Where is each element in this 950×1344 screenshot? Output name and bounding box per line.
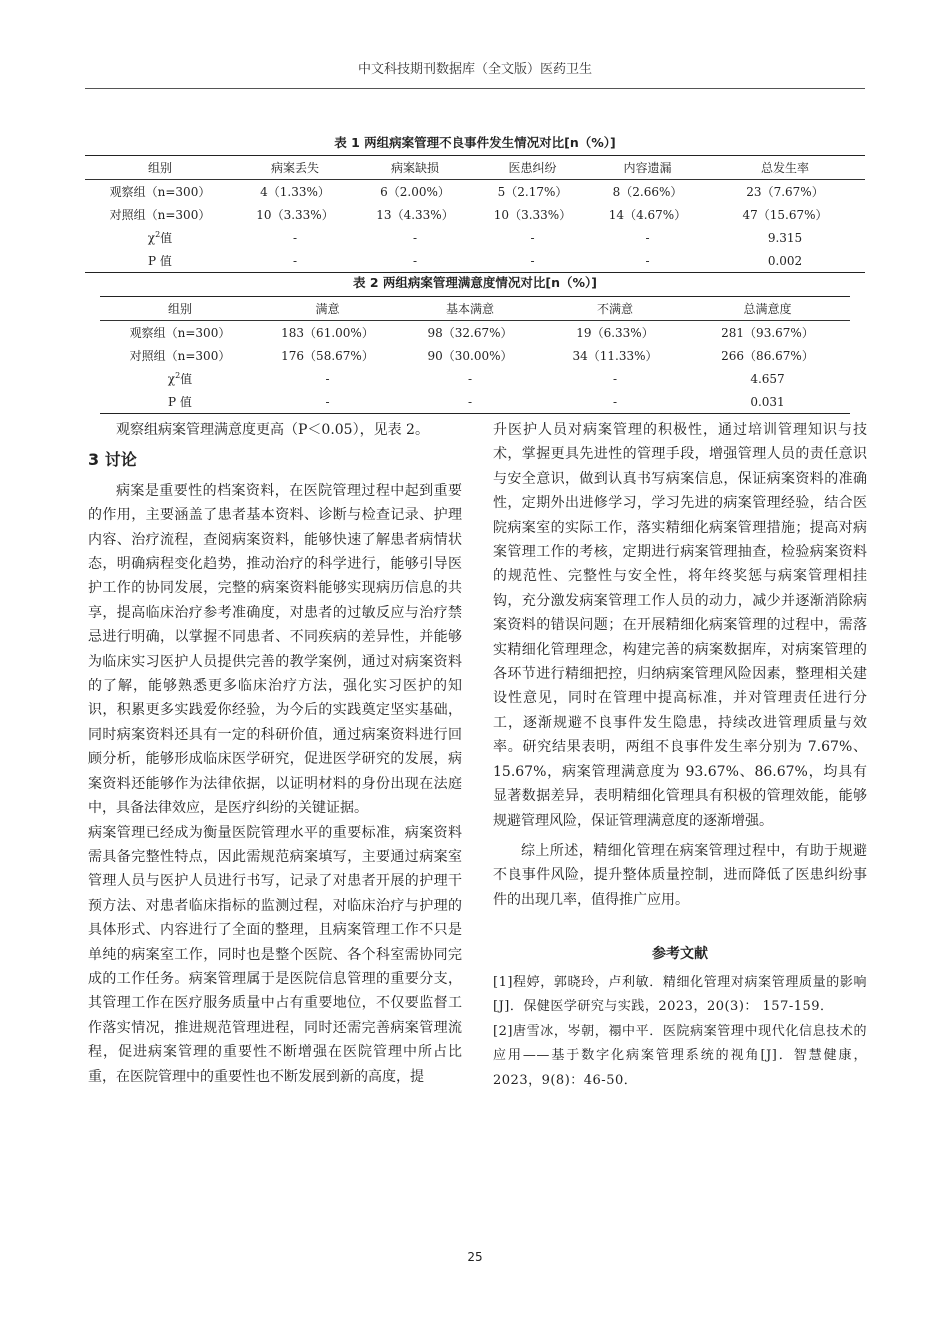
table1-cell: 对照组（n=300）: [109, 208, 211, 222]
table1-cell: -: [412, 253, 418, 268]
table1-header-cell: 病案缺损: [355, 156, 475, 180]
table2-row: [100, 367, 850, 390]
table2-cell: -: [612, 371, 618, 386]
table1-cell: -: [292, 253, 298, 268]
table2-cell: 观察组（n=300）: [129, 326, 231, 340]
table2-cell: $\chi^2$值: [167, 371, 193, 386]
table2-cell: 98（32.67%）: [427, 326, 513, 340]
table2-header-cell: 满意: [260, 297, 395, 321]
table2-row: [100, 321, 850, 345]
table1-cell: 9.315: [767, 230, 803, 245]
table2-cell: 4.657: [750, 371, 785, 386]
discussion-paragraph-2: 病案管理已经成为衡量医院管理水平的重要标准，病案资料需具备完整性特点，因此需规范病案填写，主要通过病案室管理人员与医护人员进行书写，记录了对患者开展的护理干预方法、对患者临床指标的监测过程，对临床治疗与护理的具体形式、内容进行了全面的整理，且病案管理工作不只是单纯的病案室工作，同时也是整个医院、各个科室需协同完成的工作任务。病案管理属于是医院信息管理的重要分支，其管理工作在医疗服务质量中占有重要地位，不仅要监督工作落实情况，推进规范管理进程，同时还需完善病案管理流程，促进病案管理的重要性不断增强在医院管理中所占比重，在医院管理中的重要性也不断发展到新的高度，提: [88, 824, 462, 1085]
table2-row: [100, 344, 850, 367]
table2: [100, 296, 850, 414]
table2-cell: 19（6.33%）: [576, 326, 654, 340]
table2-cell: 0.031: [750, 394, 785, 409]
references-title: 参考文献: [652, 946, 708, 963]
table1-cell: -: [645, 230, 650, 245]
page-number: 25: [467, 1250, 483, 1264]
table1-cell: 13（4.33%）: [376, 208, 454, 222]
table1-cell: -: [292, 230, 298, 245]
table2-cell: 176（58.67%）: [281, 349, 374, 363]
table1-title: 表 1 两组病案管理不良事件发生情况对比[n（%）]: [334, 135, 616, 150]
table2-header-cell: 不满意: [545, 297, 685, 321]
table1-cell: 8（2.66%）: [612, 185, 683, 199]
table1-cell: -: [530, 230, 535, 245]
table2-cell: -: [325, 394, 330, 409]
table2-row: [100, 390, 850, 414]
table2-cell: -: [467, 394, 473, 409]
table2-cell: 对照组（n=300）: [129, 349, 231, 363]
table1-header-cell: 病案丢失: [235, 156, 355, 180]
journal-header: 中文科技期刊数据库（全文版）医药卫生: [357, 62, 592, 77]
table1-cell: 47（15.67%）: [742, 208, 828, 222]
table2-header-cell: 总满意度: [685, 297, 850, 321]
table1-cell: -: [645, 253, 650, 268]
table1-cell: -: [530, 253, 535, 268]
table1-cell: $\chi^2$值: [147, 230, 173, 245]
table1-cell: 10（3.33%）: [256, 208, 334, 222]
section-heading-discussion: 3 讨论: [88, 450, 137, 470]
table2-title: 表 2 两组病案管理满意度情况对比[n（%）]: [352, 275, 597, 290]
table1-cell: 5（2.17%）: [497, 185, 568, 199]
table1-row: [85, 180, 865, 204]
table1-cell: 0.002: [767, 253, 803, 268]
table2-header-cell: 基本满意: [395, 297, 545, 321]
table2-cell: -: [467, 371, 473, 386]
header-rule: [85, 88, 865, 89]
table2-cell: P 值: [168, 395, 192, 409]
table2-cell: 90（30.00%）: [427, 349, 513, 363]
table1-row: [85, 249, 865, 273]
table1: [85, 155, 865, 273]
table2-cell: -: [612, 394, 618, 409]
table1-cell: -: [412, 230, 418, 245]
results-sentence: 观察组病案管理满意度更高（P＜0.05），见表 2。: [116, 422, 429, 438]
reference-item-1: [1]程婷，郭晓玲，卢利敏．精细化管理对病案管理质量的影响[J]．保健医学研究与实践，2023，20(3)： 157-159．: [493, 974, 867, 1015]
table1-cell: 4（1.33%）: [260, 185, 330, 199]
table1-header-cell: 组别: [85, 156, 235, 180]
table1-header-cell: 总发生率: [705, 156, 865, 180]
table1-cell: 10（3.33%）: [493, 208, 572, 222]
table2-cell: 281（93.67%）: [721, 326, 814, 340]
discussion-paragraph-1: 病案是重要性的档案资料，在医院管理过程中起到重要的作用，主要涵盖了患者基本资料、诊断与检查记录、护理内容、治疗流程，查阅病案资料，能够快速了解患者病情状态，明确病程变化趋势，推动治疗的科学进行，能够引导医护工作的协同发展，完整的病案资料能够实现病历信息的共享，提高临床治疗参考准确度，对患者的过敏反应与治疗禁忌进行明确，以掌握不同患者、不同疾病的差异性，并能够为临床实习医护人员提供完善的教学案例，通过对病案资料的了解，能够熟悉更多临床治疗方法，强化实习医护的知识，积累更多实践爱你经验，为今后的实践奠定坚实基础，同时病案资料还具有一定的科研价值，通过病案资料进行回顾分析，能够形成临床医学研究，促进医学研究的发展，病案资料还能够作为法律依据，以证明材料的身份出现在法庭中，具备法律效应，是医疗纠纷的关键证据。: [88, 482, 462, 817]
left-column: [88, 418, 462, 1089]
table1-header-cell: 医患纠纷: [475, 156, 590, 180]
right-column: [493, 418, 867, 1093]
table2-header-cell: 组别: [100, 297, 260, 321]
table2-header-row: [100, 297, 850, 321]
reference-item-2: [2]唐雪冰，岑朝，禤中平．医院病案管理中现代化信息技术的应用——基于数字化病案管理系统的视角[J]．智慧健康，2023，9(8)：46-50．: [493, 1023, 867, 1088]
table2-cell: 266（86.67%）: [721, 349, 814, 363]
table1-row: [85, 226, 865, 249]
table1-cell: 23（7.67%）: [746, 185, 824, 199]
table2-cell: 34（11.33%）: [572, 349, 658, 363]
conclusion-paragraph: 综上所述，精细化管理在病案管理过程中，有助于规避不良事件风险，提升整体质量控制，进而降低了医患纠纷事件的出现几率，值得推广应用。: [493, 842, 867, 908]
discussion-paragraph-3: 升医护人员对病案管理的积极性，通过培训管理知识与技术，掌握更具先进性的管理手段，增强管理人员的责任意识与安全意识，做到认真书写病案信息，保证病案资料的准确性，定期外出进修学习，学习先进的病案管理经验，结合医院病案室的实际工作，落实精细化病案管理措施；提高对病案管理工作的考核，定期进行病案管理抽查，检验病案资料的规范性、完整性与安全性，将年终奖惩与病案管理相挂钩，充分激发病案管理工作人员的动力，减少并逐渐消除病案资料的错误问题；在开展精细化病案管理的过程中，需落实精细化管理理念，构建完善的病案数据库，对病案管理的各环节进行精细把控，归纳病案管理风险因素，整理相关建设性意见，同时在管理中提高标准，并对管理责任进行分工，逐渐规避不良事件发生隐患，持续改进管理质量与效率。研究结果表明，两组不良事件发生率分别为 7.67%、15.67%，病案管理满意度为 93.67%、86.67%，均具有显著数据差异，表明精细化管理具有积极的管理效能，能够规避管理风险，保证管理满意度的逐渐增强。: [493, 422, 867, 829]
table2-cell: 183（61.00%）: [281, 326, 374, 340]
table1-row: [85, 203, 865, 226]
table1-cell: 14（4.67%）: [608, 208, 687, 222]
table1-cell: 观察组（n=300）: [109, 185, 211, 199]
table2-cell: -: [325, 371, 330, 386]
table1-header-cell: 内容遗漏: [590, 156, 705, 180]
table1-cell: 6（2.00%）: [380, 185, 450, 199]
table1-header-row: [85, 156, 865, 180]
table1-cell: P 值: [148, 254, 172, 268]
